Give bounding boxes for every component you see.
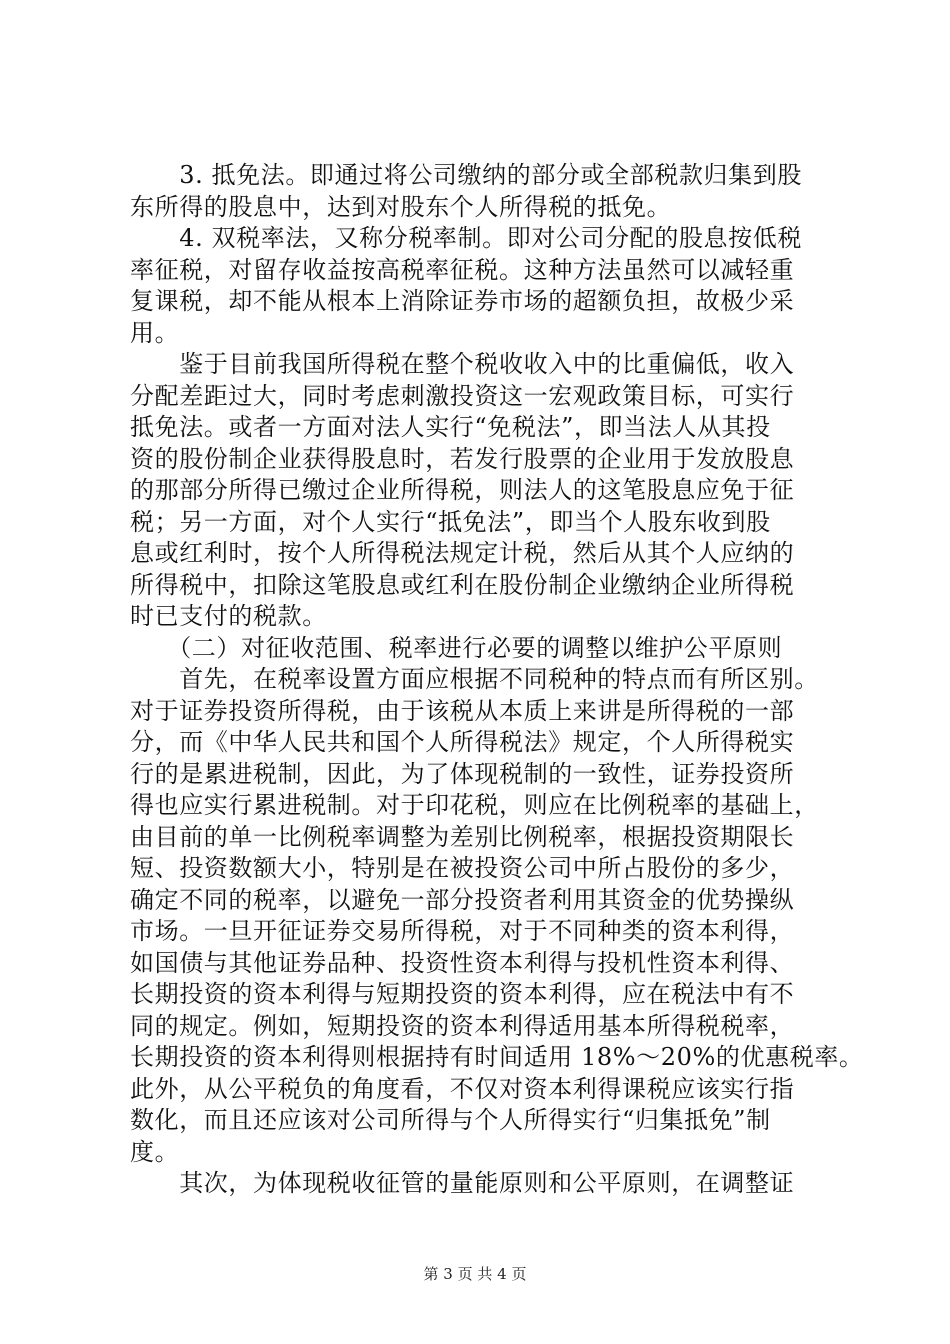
text-line: 东所得的股息中，达到对股东个人所得税的抵免。 bbox=[130, 192, 672, 221]
text-line: 短、投资数额大小，特别是在被投资公司中所占股份的多少， bbox=[130, 854, 795, 882]
text-line: 抵免法。或者一方面对法人实行“免税法”，即当法人从其投 bbox=[130, 413, 771, 441]
text-line: 首先，在税率设置方面应根据不同税种的特点而有所区别。 bbox=[130, 665, 819, 693]
text-line: 税；另一方面，对个人实行“抵免法”，即当个人股东收到股 bbox=[130, 507, 771, 536]
text-line: 市场。一旦开征证券交易所得税，对于不同种类的资本利得， bbox=[130, 917, 795, 945]
text-line: 行的是累进税制，因此，为了体现税制的一致性，证券投资所 bbox=[130, 759, 795, 788]
text-line: 度。 bbox=[130, 1137, 180, 1166]
text-line: 得也应实行累进税制。对于印花税，则应在比例税率的基础上， bbox=[130, 791, 819, 819]
text-line: 所得税中，扣除这笔股息或红利在股份制企业缴纳企业所得税 bbox=[130, 570, 795, 599]
text-line: 资的股份制企业获得股息时，若发行股票的企业用于发放股息 bbox=[130, 444, 795, 473]
text-line: 分，而《中华人民共和国个人所得税法》规定，个人所得税实 bbox=[130, 728, 795, 756]
text-line: （二）对征收范围、税率进行必要的调整以维护公平原则 bbox=[130, 633, 783, 662]
text-line: 同的规定。例如，短期投资的资本利得适用基本所得税税率， bbox=[130, 1011, 795, 1040]
text-line: 如国债与其他证券品种、投资性资本利得与投机性资本利得、 bbox=[130, 948, 795, 977]
text-line: 用。 bbox=[130, 318, 180, 347]
text-line: 的那部分所得已缴过企业所得税，则法人的这笔股息应免于征 bbox=[130, 476, 795, 504]
text-line: 率征税，对留存收益按高税率征税。这种方法虽然可以减轻重 bbox=[130, 255, 795, 284]
text-line: 时已支付的税款。 bbox=[130, 602, 327, 630]
text-line: 长期投资的资本利得与短期投资的资本利得，应在税法中有不 bbox=[130, 980, 795, 1008]
text-line: 4. 双税率法，又称分税率制。即对公司分配的股息按低税 bbox=[130, 224, 802, 252]
text-line: 息或红利时，按个人所得税法规定计税，然后从其个人应纳的 bbox=[130, 539, 795, 567]
text-line: 长期投资的资本利得则根据持有时间适用 18%～20%的优惠税率。 bbox=[130, 1043, 864, 1071]
text-line: 复课税，却不能从根本上消除证券市场的超额负担，故极少采 bbox=[130, 287, 795, 315]
text-line: 3. 抵免法。即通过将公司缴纳的部分或全部税款归集到股 bbox=[130, 161, 802, 189]
text-line: 由目前的单一比例税率调整为差别比例税率，根据投资期限长 bbox=[130, 822, 795, 851]
text-line: 鉴于目前我国所得税在整个税收收入中的比重偏低，收入 bbox=[130, 350, 795, 378]
page-footer: 第 3 页 共 4 页 bbox=[423, 1265, 527, 1283]
text-line: 此外，从公平税负的角度看，不仅对资本利得课税应该实行指 bbox=[130, 1074, 795, 1103]
text-line: 分配差距过大，同时考虑刺激投资这一宏观政策目标，可实行 bbox=[130, 381, 795, 410]
text-line: 其次，为体现税收征管的量能原则和公平原则，在调整证 bbox=[130, 1169, 795, 1197]
text-line: 对于证券投资所得税，由于该税从本质上来讲是所得税的一部 bbox=[130, 696, 795, 725]
text-line: 数化，而且还应该对公司所得与个人所得实行“归集抵免”制 bbox=[130, 1106, 771, 1134]
text-line: 确定不同的税率，以避免一部分投资者利用其资金的优势操纵 bbox=[130, 885, 795, 914]
